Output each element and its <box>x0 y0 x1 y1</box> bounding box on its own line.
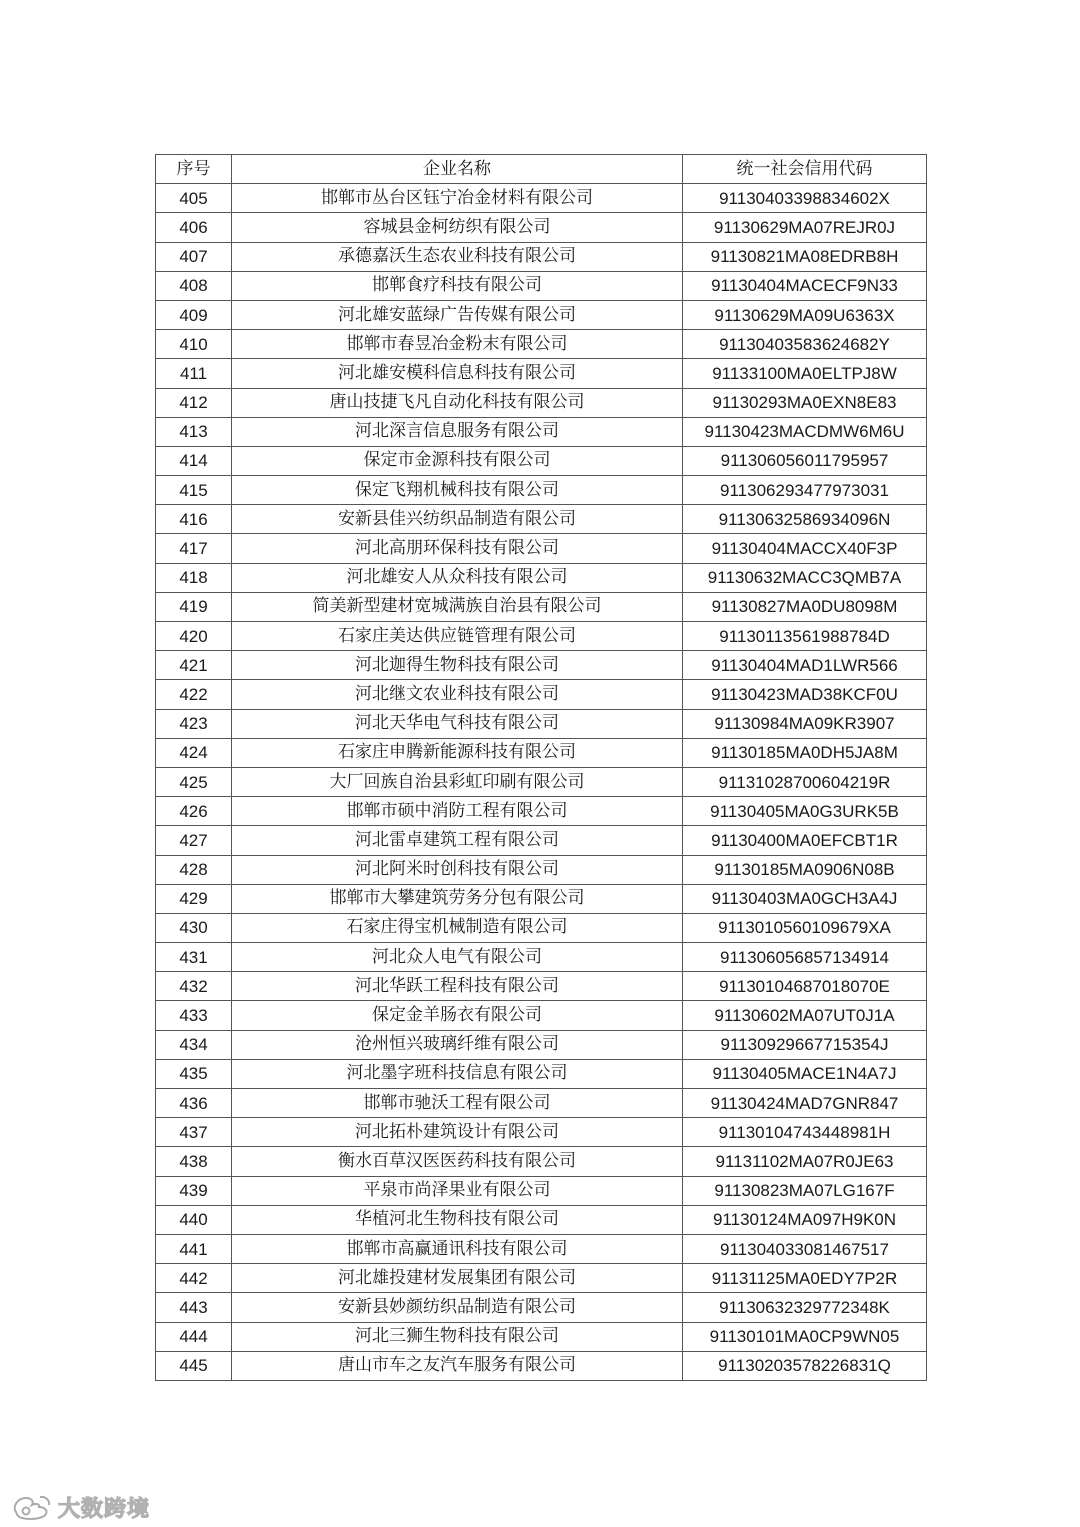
row-index: 419 <box>156 592 232 621</box>
table-row <box>156 797 927 826</box>
table-row <box>156 534 927 563</box>
table-row <box>156 271 927 300</box>
watermark-text: 大数跨境 <box>58 1496 151 1522</box>
row-index: 425 <box>156 767 232 796</box>
row-company-name: 邯郸市丛台区钰宁冶金材料有限公司 <box>232 184 683 213</box>
table-row <box>156 1264 927 1293</box>
row-credit-code: 91130104687018070E <box>683 972 927 1001</box>
table-row <box>156 184 927 213</box>
row-index: 431 <box>156 943 232 972</box>
row-index: 416 <box>156 505 232 534</box>
row-credit-code: 91130632329772348K <box>683 1293 927 1322</box>
row-index: 409 <box>156 300 232 329</box>
row-company-name: 河北墨字班科技信息有限公司 <box>232 1059 683 1088</box>
row-credit-code: 91131102MA07R0JE63 <box>683 1147 927 1176</box>
row-credit-code: 91130203578226831Q <box>683 1351 927 1380</box>
table-row <box>156 884 927 913</box>
row-credit-code: 91130821MA08EDRB8H <box>683 242 927 271</box>
row-index: 440 <box>156 1205 232 1234</box>
weibo-icon <box>10 1492 54 1522</box>
table-row <box>156 592 927 621</box>
row-company-name: 承德嘉沃生态农业科技有限公司 <box>232 242 683 271</box>
table-row <box>156 622 927 651</box>
row-company-name: 唐山技捷飞凡自动化科技有限公司 <box>232 388 683 417</box>
row-credit-code: 91130405MA0G3URK5B <box>683 797 927 826</box>
row-company-name: 河北众人电气有限公司 <box>232 943 683 972</box>
row-index: 433 <box>156 1001 232 1030</box>
row-company-name: 河北雷卓建筑工程有限公司 <box>232 826 683 855</box>
table-row <box>156 476 927 505</box>
row-company-name: 河北雄安人从众科技有限公司 <box>232 563 683 592</box>
table-row <box>156 1293 927 1322</box>
row-index: 442 <box>156 1264 232 1293</box>
row-company-name: 河北阿米时创科技有限公司 <box>232 855 683 884</box>
table-row <box>156 943 927 972</box>
table-row <box>156 738 927 767</box>
header-credit-code: 统一社会信用代码 <box>683 155 927 184</box>
row-company-name: 保定飞翔机械科技有限公司 <box>232 476 683 505</box>
row-company-name: 河北深言信息服务有限公司 <box>232 417 683 446</box>
row-index: 445 <box>156 1351 232 1380</box>
row-credit-code: 911306293477973031 <box>683 476 927 505</box>
table-row <box>156 505 927 534</box>
row-company-name: 华植河北生物科技有限公司 <box>232 1205 683 1234</box>
row-index: 427 <box>156 826 232 855</box>
table-row <box>156 651 927 680</box>
row-company-name: 平泉市尚泽果业有限公司 <box>232 1176 683 1205</box>
row-index: 424 <box>156 738 232 767</box>
table-row <box>156 1089 927 1118</box>
row-company-name: 河北继文农业科技有限公司 <box>232 680 683 709</box>
row-index: 418 <box>156 563 232 592</box>
row-credit-code: 91130101MA0CP9WN05 <box>683 1322 927 1351</box>
row-credit-code: 91131028700604219R <box>683 767 927 796</box>
table-row <box>156 680 927 709</box>
row-company-name: 石家庄得宝机械制造有限公司 <box>232 913 683 942</box>
row-index: 435 <box>156 1059 232 1088</box>
row-credit-code: 91130984MA09KR3907 <box>683 709 927 738</box>
row-credit-code: 91130602MA07UT0J1A <box>683 1001 927 1030</box>
row-company-name: 河北华跃工程科技有限公司 <box>232 972 683 1001</box>
row-company-name: 河北高朋环保科技有限公司 <box>232 534 683 563</box>
row-index: 420 <box>156 622 232 651</box>
row-credit-code: 91130400MA0EFCBT1R <box>683 826 927 855</box>
row-index: 428 <box>156 855 232 884</box>
row-company-name: 邯郸市高赢通讯科技有限公司 <box>232 1234 683 1263</box>
table-row <box>156 767 927 796</box>
row-company-name: 河北雄安模科信息科技有限公司 <box>232 359 683 388</box>
row-credit-code: 91130823MA07LG167F <box>683 1176 927 1205</box>
row-index: 429 <box>156 884 232 913</box>
table-row <box>156 388 927 417</box>
table-row <box>156 1001 927 1030</box>
row-credit-code: 91133100MA0ELTPJ8W <box>683 359 927 388</box>
row-company-name: 保定金羊肠衣有限公司 <box>232 1001 683 1030</box>
row-company-name: 安新县佳兴纺织品制造有限公司 <box>232 505 683 534</box>
row-credit-code: 91130403583624682Y <box>683 330 927 359</box>
row-credit-code: 91130929667715354J <box>683 1030 927 1059</box>
row-company-name: 河北雄安蓝绿广告传媒有限公司 <box>232 300 683 329</box>
row-index: 410 <box>156 330 232 359</box>
table-row <box>156 1322 927 1351</box>
row-index: 415 <box>156 476 232 505</box>
table-row <box>156 563 927 592</box>
row-company-name: 河北雄投建材发展集团有限公司 <box>232 1264 683 1293</box>
table-row <box>156 972 927 1001</box>
header-row <box>156 155 927 184</box>
row-index: 417 <box>156 534 232 563</box>
row-credit-code: 91130632MACC3QMB7A <box>683 563 927 592</box>
row-index: 437 <box>156 1118 232 1147</box>
row-credit-code: 91130404MAD1LWR566 <box>683 651 927 680</box>
row-index: 432 <box>156 972 232 1001</box>
table-row <box>156 1205 927 1234</box>
row-index: 412 <box>156 388 232 417</box>
row-index: 405 <box>156 184 232 213</box>
row-index: 436 <box>156 1089 232 1118</box>
table-row <box>156 913 927 942</box>
enterprise-table <box>155 154 927 1381</box>
table-row <box>156 300 927 329</box>
table-header <box>156 155 927 184</box>
row-index: 430 <box>156 913 232 942</box>
row-company-name: 邯郸市大攀建筑劳务分包有限公司 <box>232 884 683 913</box>
row-index: 407 <box>156 242 232 271</box>
row-credit-code: 91130124MA097H9K0N <box>683 1205 927 1234</box>
header-index: 序号 <box>156 155 232 184</box>
row-index: 406 <box>156 213 232 242</box>
row-company-name: 河北天华电气科技有限公司 <box>232 709 683 738</box>
row-index: 423 <box>156 709 232 738</box>
row-credit-code: 91130403398834602X <box>683 184 927 213</box>
table-row <box>156 1351 927 1380</box>
row-index: 438 <box>156 1147 232 1176</box>
row-index: 439 <box>156 1176 232 1205</box>
row-credit-code: 91130424MAD7GNR847 <box>683 1089 927 1118</box>
table-row <box>156 709 927 738</box>
row-credit-code: 911304033081467517 <box>683 1234 927 1263</box>
row-credit-code: 91130404MACECF9N33 <box>683 271 927 300</box>
row-company-name: 衡水百草汉医医药科技有限公司 <box>232 1147 683 1176</box>
row-company-name: 石家庄美达供应链管理有限公司 <box>232 622 683 651</box>
row-company-name: 唐山市车之友汽车服务有限公司 <box>232 1351 683 1380</box>
row-company-name: 容城县金柯纺织有限公司 <box>232 213 683 242</box>
row-credit-code: 911306056011795957 <box>683 446 927 475</box>
row-credit-code: 91130405MACE1N4A7J <box>683 1059 927 1088</box>
row-company-name: 石家庄申腾新能源科技有限公司 <box>232 738 683 767</box>
row-credit-code: 911306056857134914 <box>683 943 927 972</box>
table-row <box>156 359 927 388</box>
row-company-name: 简美新型建材宽城满族自治县有限公司 <box>232 592 683 621</box>
table-row <box>156 855 927 884</box>
table-row <box>156 330 927 359</box>
row-index: 434 <box>156 1030 232 1059</box>
row-credit-code: 91130423MAD38KCF0U <box>683 680 927 709</box>
row-index: 414 <box>156 446 232 475</box>
header-company-name: 企业名称 <box>232 155 683 184</box>
row-company-name: 邯郸市春昱冶金粉末有限公司 <box>232 330 683 359</box>
row-credit-code: 91130629MA09U6363X <box>683 300 927 329</box>
row-company-name: 大厂回族自治县彩虹印刷有限公司 <box>232 767 683 796</box>
row-index: 413 <box>156 417 232 446</box>
table-body <box>156 184 927 1381</box>
table-row <box>156 417 927 446</box>
row-credit-code: 91130104743448981H <box>683 1118 927 1147</box>
table-row <box>156 242 927 271</box>
row-index: 411 <box>156 359 232 388</box>
row-index: 408 <box>156 271 232 300</box>
table-row <box>156 446 927 475</box>
row-credit-code: 91130827MA0DU8098M <box>683 592 927 621</box>
row-index: 441 <box>156 1234 232 1263</box>
row-index: 421 <box>156 651 232 680</box>
watermark <box>10 1490 150 1524</box>
row-company-name: 邯郸市驰沃工程有限公司 <box>232 1089 683 1118</box>
table-row <box>156 1176 927 1205</box>
row-index: 444 <box>156 1322 232 1351</box>
row-company-name: 邯郸市硕中消防工程有限公司 <box>232 797 683 826</box>
row-company-name: 沧州恒兴玻璃纤维有限公司 <box>232 1030 683 1059</box>
row-company-name: 河北拓朴建筑设计有限公司 <box>232 1118 683 1147</box>
row-company-name: 河北迦得生物科技有限公司 <box>232 651 683 680</box>
row-credit-code: 91130403MA0GCH3A4J <box>683 884 927 913</box>
row-company-name: 保定市金源科技有限公司 <box>232 446 683 475</box>
row-credit-code: 91130629MA07REJR0J <box>683 213 927 242</box>
table-row <box>156 1118 927 1147</box>
row-index: 422 <box>156 680 232 709</box>
row-company-name: 河北三狮生物科技有限公司 <box>232 1322 683 1351</box>
row-credit-code: 9113010560109679XA <box>683 913 927 942</box>
row-company-name: 邯郸食疗科技有限公司 <box>232 271 683 300</box>
row-credit-code: 91131125MA0EDY7P2R <box>683 1264 927 1293</box>
row-index: 426 <box>156 797 232 826</box>
table-row <box>156 1030 927 1059</box>
row-credit-code: 91130113561988784D <box>683 622 927 651</box>
table-row <box>156 1059 927 1088</box>
row-company-name: 安新县妙颜纺织品制造有限公司 <box>232 1293 683 1322</box>
table-row <box>156 213 927 242</box>
row-index: 443 <box>156 1293 232 1322</box>
table-row <box>156 826 927 855</box>
row-credit-code: 91130185MA0DH5JA8M <box>683 738 927 767</box>
row-credit-code: 91130404MACCX40F3P <box>683 534 927 563</box>
table-row <box>156 1147 927 1176</box>
row-credit-code: 91130632586934096N <box>683 505 927 534</box>
table-row <box>156 1234 927 1263</box>
row-credit-code: 91130185MA0906N08B <box>683 855 927 884</box>
row-credit-code: 91130293MA0EXN8E83 <box>683 388 927 417</box>
row-credit-code: 91130423MACDMW6M6U <box>683 417 927 446</box>
